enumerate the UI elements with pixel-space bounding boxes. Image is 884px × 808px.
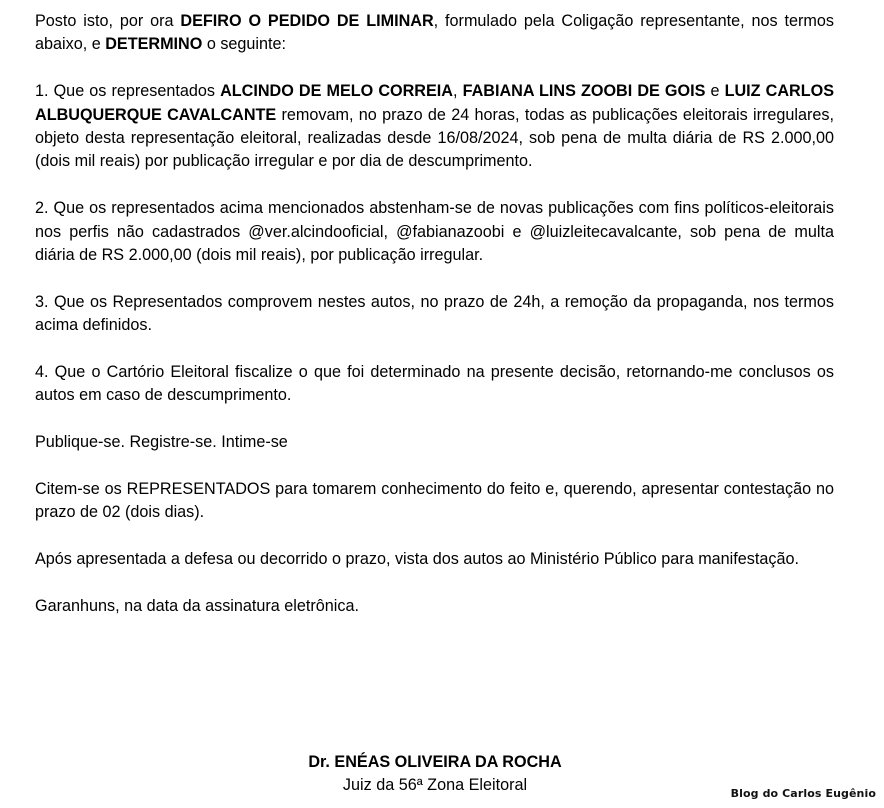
intro-text-1: Posto isto, por ora [35,12,181,30]
item-1-paragraph [35,80,834,174]
judge-name: Dr. ENÉAS OLIVEIRA DA ROCHA [308,753,562,771]
judge-role: Juiz da 56ª Zona Eleitoral [342,776,528,795]
item-1-text-3: e [705,82,725,101]
item-3-paragraph: 3. Que os Representados comprovem nestes autos, no prazo de 24h, a remoção da propaganda, nos termos acima definidos. [35,292,834,335]
item-1-text-1: 1. Que os representados [35,82,221,101]
item-1-name-alcindo: ALCINDO DE MELO CORREIA [220,82,453,101]
intro-text-2: , formulado pela Coligação representante, nos termos abaixo, e [35,12,834,54]
intro-bold-defiro: DEFIRO O PEDIDO DE LIMINAR [180,12,434,30]
intro-paragraph [35,10,834,57]
item-4-paragraph: 4. Que o Cartório Eleitoral fiscalize o que foi determinado na presente decisão, retornando-me conclusos os autos em caso de descumprimento. [35,363,834,405]
blog-watermark: Blog do Carlos Eugênio [730,787,876,800]
local-date-paragraph: Garanhuns, na data da assinatura eletrônica. [35,597,359,616]
publique-paragraph: Publique-se. Registre-se. Intime-se [35,433,288,452]
item-1-text-4: removam, no prazo de 24 horas, todas as publicações eleitorais irregulares, objeto desta representação eleitoral, realizadas desde 16/08/2024, sob pena de multa diária de RS 2.000,00 (dois mil reais) por publicação irregular e por dia de descumprimento. [35,105,834,171]
item-2-paragraph: 2. Que os representados acima mencionados abstenham-se de novas publicações com fins políticos-eleitorais nos perfis não cadastrados @ver.alcindooficial, @fabianazoobi e @luizleitecavalcante, sob pena de multa diária de RS 2.000,00 (dois mil reais), por publicação irregular. [35,199,834,265]
item-1-name-fabiana: FABIANA LINS ZOOBI DE GOIS [462,82,706,101]
apos-paragraph: Após apresentada a defesa ou decorrido o prazo, vista dos autos ao Ministério Público para manifestação. [35,550,799,569]
intro-bold-determino: DETERMINO [105,35,203,54]
item-1-text-2: , [452,82,463,101]
document-body [35,10,834,642]
intro-text-3: o seguinte: [202,35,287,54]
item-1-name-luiz: LUIZ CARLOS ALBUQUERQUE CAVALCANTE [35,82,834,124]
citem-paragraph: Citem-se os REPRESENTADOS para tomarem conhecimento do feito e, querendo, apresentar contestação no prazo de 02 (dois dias). [35,480,834,522]
